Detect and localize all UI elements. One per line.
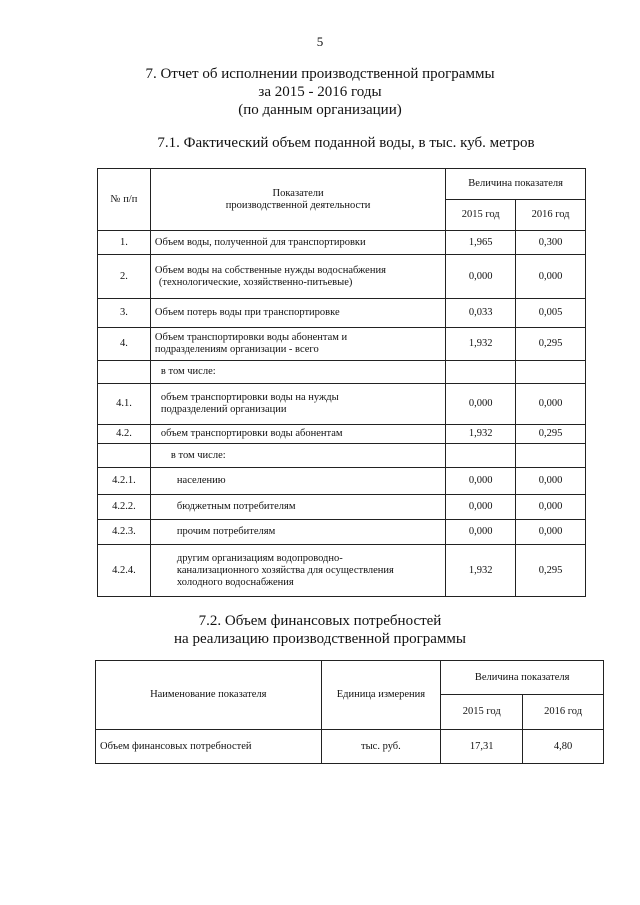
- row-value-2015: [446, 444, 516, 468]
- water-volume-table: [97, 168, 586, 597]
- row-indicator-line2: подразделениям организации - всего: [154, 344, 319, 355]
- row-indicator-line2: канализационного хозяйства для осуществления: [176, 564, 394, 576]
- row-number: 4.2.: [98, 425, 151, 444]
- page-number: 5: [316, 34, 324, 49]
- row-indicator-line1: бюджетным потребителям: [176, 501, 296, 512]
- row-indicator: [150, 425, 445, 444]
- row-value-2016: 0,000: [516, 520, 586, 545]
- row-indicator: [150, 468, 445, 495]
- section-7-title: 7. Отчет об исполнении производственной программы: [145, 66, 495, 82]
- row-indicator: [150, 328, 445, 361]
- header-year-2016: 2016 год: [516, 200, 586, 231]
- row-value-2015: 17,31: [441, 730, 523, 764]
- row-value-2016: 0,005: [516, 299, 586, 328]
- section-71-title: 7.1. Фактический объем поданной воды, в тыс. куб. метров: [157, 135, 535, 151]
- row-indicator: [150, 444, 445, 468]
- table-row: [98, 545, 586, 597]
- header-year-2015: 2015 год: [441, 695, 523, 730]
- table-row: [98, 444, 586, 468]
- row-number: 4.1.: [98, 384, 151, 425]
- row-value-2016: [516, 361, 586, 384]
- table-row: [98, 495, 586, 520]
- row-value-2016: 0,300: [516, 231, 586, 255]
- row-indicator-line1: Объем воды на собственные нужды водоснабжения: [154, 264, 386, 276]
- row-value-2016: 0,000: [516, 384, 586, 425]
- row-unit: тыс. руб.: [321, 730, 441, 764]
- row-value-2015: 0,000: [446, 255, 516, 299]
- row-indicator-line2: подразделений организации: [160, 404, 287, 415]
- financial-needs-table: [95, 660, 604, 764]
- row-value-2016: 0,295: [516, 545, 586, 597]
- section-72-title: 7.2. Объем финансовых потребностей: [198, 613, 442, 629]
- header-value: Величина показателя: [446, 169, 586, 200]
- table-row: [98, 520, 586, 545]
- row-indicator: [150, 255, 445, 299]
- row-value-2015: 1,932: [446, 425, 516, 444]
- table-row: [98, 231, 586, 255]
- table-row: [96, 730, 604, 764]
- row-indicator: [150, 545, 445, 597]
- header-indicator-line1: Показатели: [272, 187, 324, 199]
- row-number: 4.: [98, 328, 151, 361]
- header-number: № п/п: [98, 169, 151, 231]
- row-value-2015: 0,000: [446, 384, 516, 425]
- row-indicator: [150, 299, 445, 328]
- row-indicator: [150, 231, 445, 255]
- table-row: [98, 468, 586, 495]
- row-indicator-line1: в том числе:: [170, 449, 226, 461]
- section-7-period: за 2015 - 2016 годы: [258, 84, 382, 100]
- row-value-2016: 0,295: [516, 425, 586, 444]
- section-72-heading: [0, 612, 640, 648]
- row-number: 4.2.1.: [98, 468, 151, 495]
- row-number: 4.2.4.: [98, 545, 151, 597]
- row-number: 4.2.3.: [98, 520, 151, 545]
- row-value-2016: [516, 444, 586, 468]
- row-value-2015: 1,932: [446, 328, 516, 361]
- row-indicator-line1: Объем транспортировки воды абонентам и: [154, 332, 348, 343]
- table-row: [98, 425, 586, 444]
- row-value-2016: 4,80: [523, 730, 604, 764]
- row-value-2015: 1,932: [446, 545, 516, 597]
- row-indicator: [150, 384, 445, 425]
- section-7-heading: [0, 65, 640, 119]
- section-72-subtitle: на реализацию производственной программы: [174, 631, 466, 647]
- section-7-source: (по данным организации): [238, 102, 402, 118]
- row-value-2016: 0,000: [516, 255, 586, 299]
- row-indicator-line1: другим организациям водопроводно-: [176, 552, 343, 564]
- header-indicator-line2: производственной деятельности: [225, 199, 371, 211]
- row-value-2016: 0,000: [516, 468, 586, 495]
- row-number: 2.: [98, 255, 151, 299]
- header-year-2015: 2015 год: [446, 200, 516, 231]
- table-row: [98, 299, 586, 328]
- row-number: 1.: [98, 231, 151, 255]
- row-indicator-line1: объем транспортировки воды абонентам: [160, 428, 343, 439]
- row-number: [98, 361, 151, 384]
- header-year-2016: 2016 год: [523, 695, 604, 730]
- row-indicator-line3: холодного водоснабжения: [176, 576, 294, 588]
- row-indicator-line1: объем транспортировки воды на нужды: [160, 392, 339, 403]
- header-value: Величина показателя: [441, 661, 604, 695]
- header-name: Наименование показателя: [96, 661, 322, 730]
- row-value-2015: 1,965: [446, 231, 516, 255]
- row-number: 3.: [98, 299, 151, 328]
- row-value-2015: 0,000: [446, 468, 516, 495]
- table-row: [98, 361, 586, 384]
- row-value-2015: 0,033: [446, 299, 516, 328]
- table-row: [98, 384, 586, 425]
- row-indicator-line1: населению: [176, 475, 226, 486]
- row-indicator-line1: прочим потребителям: [176, 526, 276, 537]
- row-value-2016: 0,000: [516, 495, 586, 520]
- header-indicator: [150, 169, 445, 231]
- row-name: Объем финансовых потребностей: [96, 730, 322, 764]
- row-value-2016: 0,295: [516, 328, 586, 361]
- row-indicator: [150, 361, 445, 384]
- row-indicator: [150, 520, 445, 545]
- row-indicator-line2: (технологические, хозяйственно-питьевые): [158, 276, 353, 288]
- row-value-2015: 0,000: [446, 495, 516, 520]
- row-number: 4.2.2.: [98, 495, 151, 520]
- header-unit: Единица измерения: [321, 661, 441, 730]
- row-number: [98, 444, 151, 468]
- table-row: [98, 328, 586, 361]
- row-indicator-line1: в том числе:: [160, 366, 216, 377]
- row-indicator-line1: Объем воды, полученной для транспортировки: [154, 236, 366, 248]
- row-value-2015: 0,000: [446, 520, 516, 545]
- row-value-2015: [446, 361, 516, 384]
- row-indicator: [150, 495, 445, 520]
- row-indicator-line1: Объем потерь воды при транспортировке: [154, 307, 340, 318]
- table-row: [98, 255, 586, 299]
